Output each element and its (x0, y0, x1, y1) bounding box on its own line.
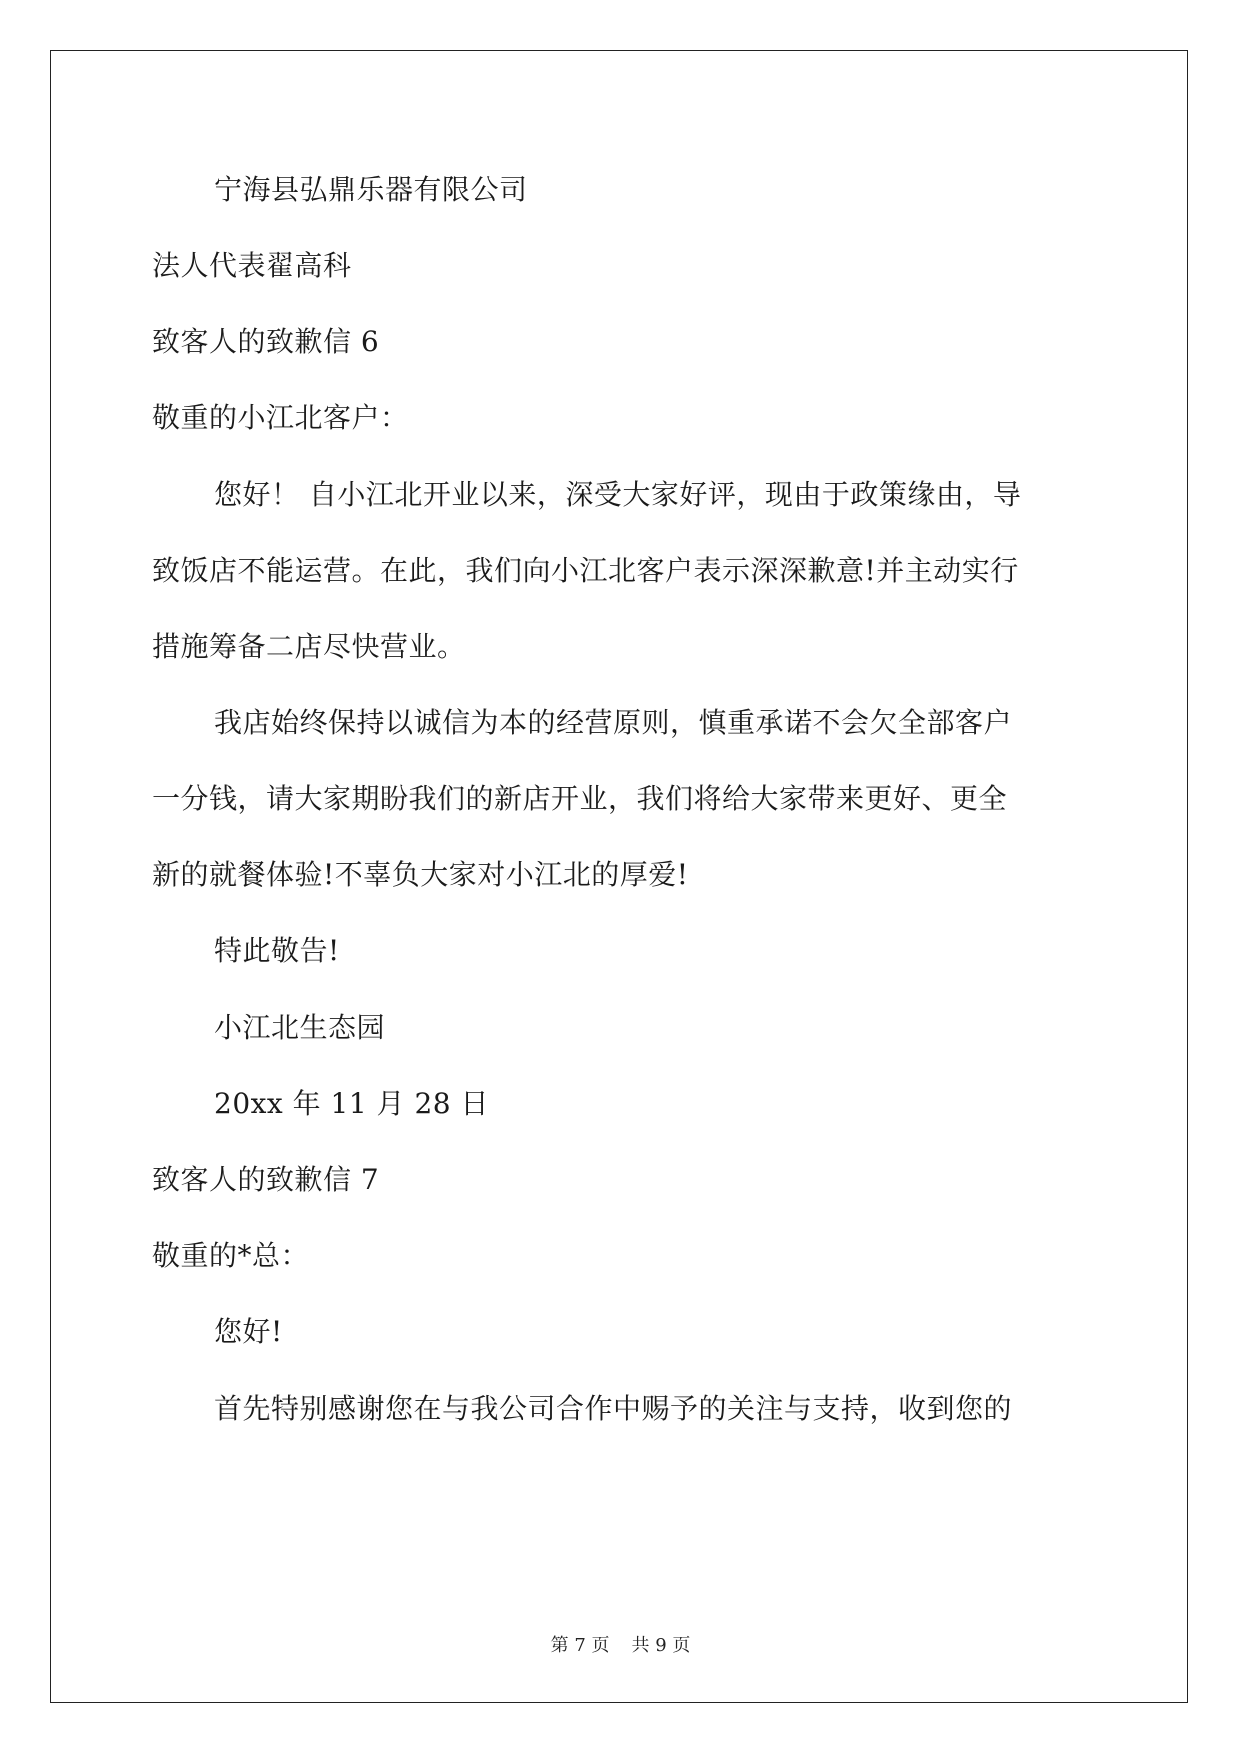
paragraph-line: 新的就餐体验!不辜负大家对小江北的厚爱! (152, 858, 689, 891)
page-number: 第 7 页 (550, 1635, 610, 1656)
company-name: 宁海县弘鼎乐器有限公司 (214, 173, 528, 206)
paragraph-line: 您好！ 自小江北开业以来，深受大家好评，现由于政策缘由，导 (214, 478, 1022, 511)
signature-date: 20xx 年 11 月 28 日 (214, 1087, 489, 1120)
legal-representative: 法人代表翟高科 (152, 249, 352, 282)
closing-remark: 特此敬告! (214, 934, 340, 967)
greeting: 您好! (214, 1315, 283, 1348)
letter-7-heading: 致客人的致歉信 7 (152, 1163, 380, 1196)
paragraph-line: 措施筹备二店尽快营业。 (152, 630, 466, 663)
page-total: 共 9 页 (631, 1635, 691, 1656)
paragraph-line: 首先特别感谢您在与我公司合作中赐予的关注与支持，收到您的 (214, 1392, 1013, 1425)
signature-name: 小江北生态园 (214, 1011, 386, 1044)
paragraph-line: 我店始终保持以诚信为本的经营原则，慎重承诺不会欠全部客户 (214, 706, 1013, 739)
letter-6-heading: 致客人的致歉信 6 (152, 325, 380, 358)
page-footer (0, 1634, 1241, 1658)
paragraph-line: 致饭店不能运营。在此，我们向小江北客户表示深深歉意!并主动实行 (152, 554, 1019, 587)
letter-6-salutation: 敬重的小江北客户： (152, 401, 409, 434)
letter-7-salutation: 敬重的*总： (152, 1239, 310, 1272)
paragraph-line: 一分钱，请大家期盼我们的新店开业，我们将给大家带来更好、更全 (152, 782, 1008, 815)
